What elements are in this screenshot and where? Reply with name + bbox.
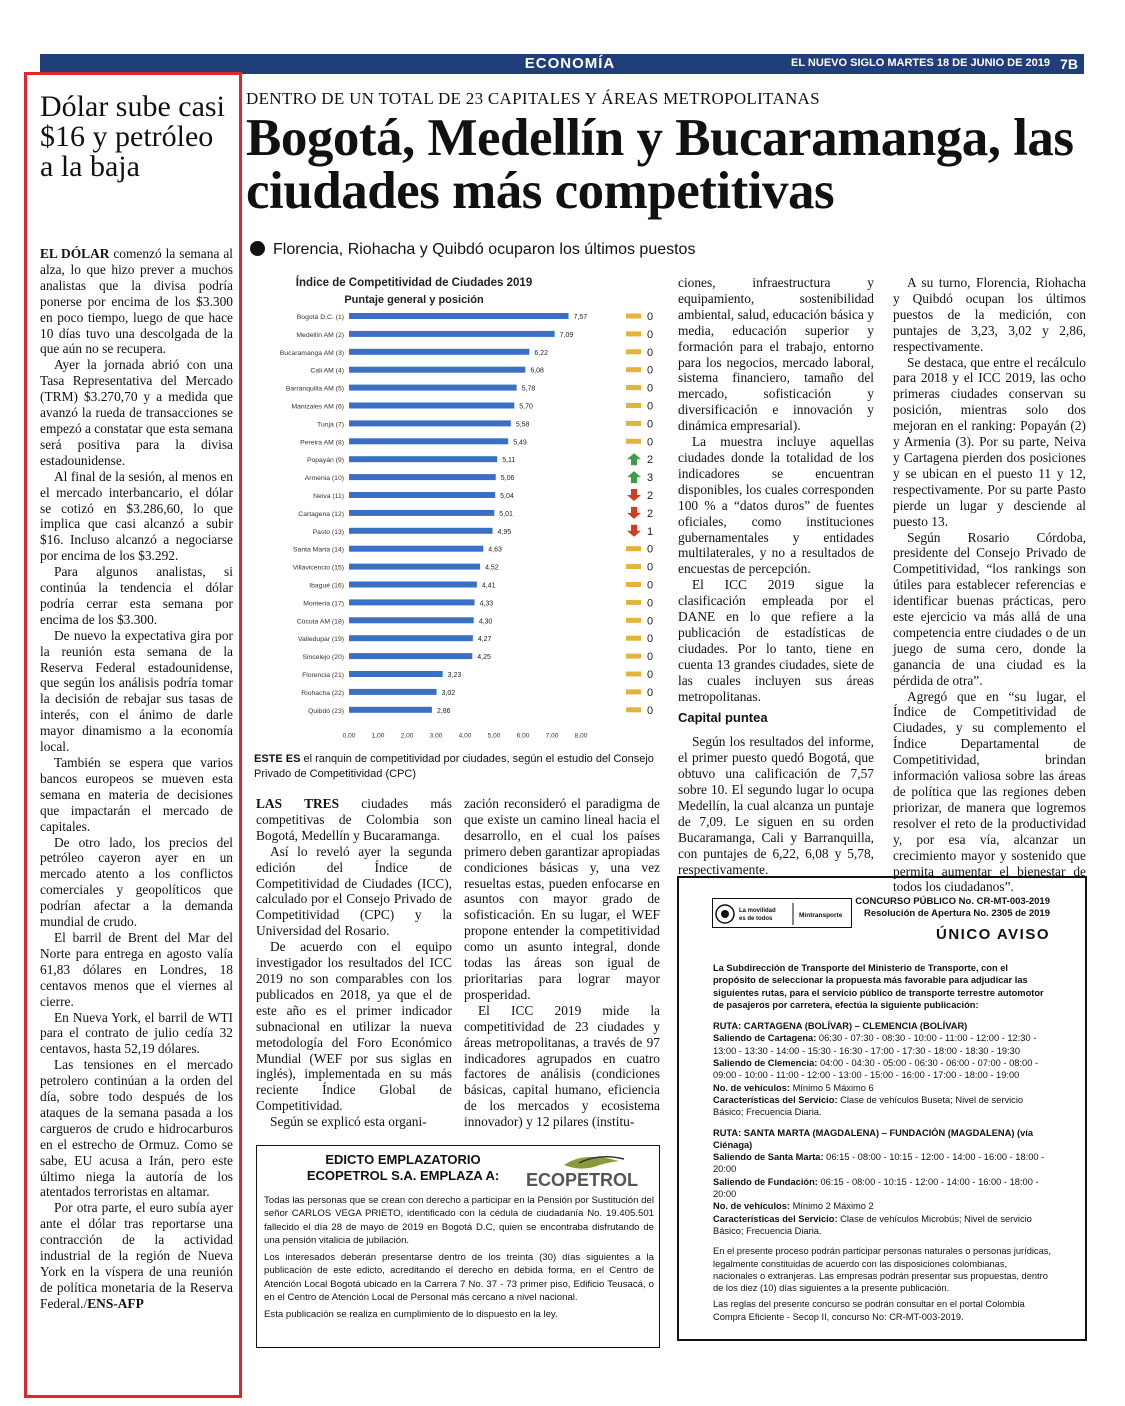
chart-bar: [349, 653, 472, 659]
value-label: 4,95: [497, 528, 512, 536]
paragraph: Las tensiones en el mercado petrolero continúan a la orden del día, sobre todo después de los ataques de la semana pasada a los cargueros de crudo e hidrocarburos en el estrecho de Ormuz. Como se sabe, EU acusa a Irán, pero este último niega la autoría de los atentados terroristas en altamar.: [40, 1057, 233, 1200]
x-tick-label: 2,00: [400, 732, 414, 740]
category-label: Pereira AM (8): [300, 439, 344, 447]
paragraph: De acuerdo con el equipo investigador los resultados del ICC 2019 no son comparables con los publicados en 2018, ya que el de este año es el primer indicador subnacional en utilizar la nueva metodología del Foro Económico Mundial (WEF por sus siglas en inglés), implementada en su más reciente Índice Global de Competitividad.: [256, 939, 452, 1114]
category-label: Tunja (7): [317, 421, 344, 429]
chart-caption: ESTE ES el ranquin de competitividad por ciudades, según el estudio del Consejo Privado de Competitividad (CPC): [254, 753, 654, 780]
no-change-icon: [626, 564, 641, 569]
aviso-body: La Subdirección de Transporte del Ministerio de Transporte, con el propósito de seleccionar la propuesta más favorable para adjudicar las siguientes rutas, para el servicio público de transporte terrestre automotor de pasajeros por carretera, efectúa la siguiente publicación: RUTA: CARTAGENA (BOLÍVAR) – CLEMENCIA (BOLÍVAR) Saliendo de Cartagena: 06:30 - 07:30 - 08:30 - 10:00 - 11:00 - 12:00 - 12:30 - 13:00 - 13:30 - 14:00 - 15:30 - 16:30 - 17:00 - 17:30 - 18:00 - 18:30 - 19:30 Saliendo de Clemencia: 04:00 - 04:30 - 05:00 - 06:30 - 06:00 - 07:00 - 08:00 - 09:00 - 10:00 - 11:00 - 12:00 - 13:00 - 15:00 - 16:00 - 17:00 - 18:00 - 19:00 No. de vehículos: Mínimo 5 Máximo 6 Características del Servicio: Clase de vehículos Buseta; Nivel de servicio Básico; Frecuencia Diaria. RUTA: SANTA MARTA (MAGDALENA) – FUNDACIÓN (MAGDALENA) (vía Ciénaga) Saliendo de Santa Marta: 06:15 - 08:00 - 10:15 - 12:00 - 14:00 - 16:00 - 18:00 - 20:00 Saliendo de Fundación: 06:15 - 08:00 - 10:15 - 12:00 - 14:00 - 16:00 - 18:00 - 20:00 No. de vehículos: Mínimo 2 Máximo 2 Características del Servicio: Clase de vehículos Microbús; Nivel de servicio Básico; Frecuencia Diaria. En el presente proceso podrán participar personas naturales o personas jurídicas, legalmente constituidas de acuerdo con las disposiciones colombianas, nacionales o extranjeras. Las empresas podrán presentar sus propuestas, dentro de los diez (10) días siguientes a la presente publicación. Las reglas del presente concurso se podrán consultar en el portal Colombia Compra Eficiente - Secop II, concurso No: CR-MT-003-2019.: [713, 963, 1051, 1322]
section-name: ECONOMÍA: [524, 55, 616, 72]
paragraph: zación reconsideró el paradigma de que existe un camino lineal hacia el desarrollo, en el cual los países primero deben garantizar apropiadas condiciones básicas y, una vez resueltas estas, pueden enfocarse en asuntos con mayor grado de sofisticación. En su lugar, el WEF propone entender la competitividad como un asunto integral, donde todas las áreas son igual de prioritarias para lograr mayor prosperidad.: [464, 796, 660, 1002]
chart-bar: [349, 349, 529, 355]
category-label: Florencia (21): [302, 672, 344, 679]
chart-bar: [349, 456, 497, 462]
position-change-label: 0: [647, 686, 654, 699]
position-change-label: 0: [647, 436, 654, 449]
position-change-label: 0: [647, 651, 654, 664]
page-number: 7B: [1060, 56, 1078, 72]
value-label: 4,33: [479, 600, 494, 608]
position-change-label: 0: [647, 704, 654, 717]
value-label: 5,58: [515, 421, 530, 429]
value-label: 7,57: [573, 314, 588, 321]
chart-bar: [349, 635, 473, 641]
value-label: 4,41: [481, 582, 496, 590]
subheadline: Florencia, Riohacha y Quibdó ocuparon los últimos puestos: [250, 241, 850, 259]
chart-title: Índice de Competitividad de Ciudades 2019: [295, 277, 533, 289]
chart-bar: [349, 564, 480, 570]
category-label: Bucaramanga AM (3): [279, 349, 344, 357]
value-label: 5,78: [521, 385, 536, 393]
svg-text:La movilidad: La movilidad: [739, 908, 776, 914]
category-label: Villavicencio (15): [292, 564, 344, 572]
edicto-body: Todas las personas que se crean con derecho a participar en la Pensión por Sustitución del señor CARLOS VEGA PRIETO, identificado con la cédula de ciudadanía No. 19.405.501 fallecido el día 28 de mayo de 2019 en Bogotá D.C, quien se encontraba disfrutando de una pensión vitalicia de jubilación. Los interesados deberán presentarse dentro de los treinta (30) días siguientes a la publicación de este edicto, acreditando el derecho en debida forma, en el Centro de Atención Local Bogotá ubicado en la Carrera 7 No. 37 - 73 primer piso, Edificio Teusacá, o en el Centro de Atención Local de Personal más cercano a nivel nacional. Esta publicación se realiza en cumplimiento de lo dispuesto en la ley.: [264, 1195, 654, 1321]
category-label: Cali AM (4): [310, 367, 344, 375]
no-change-icon: [626, 707, 641, 712]
chart-bar: [349, 492, 495, 498]
position-change-label: 0: [647, 561, 654, 574]
chart-bar: [349, 474, 496, 480]
paragraph: La muestra incluye aquellas ciudades donde la totalidad de los indicadores se encuentran disponibles, los cuales corresponden 100 % a “datos duros” de fuentes oficiales, como instituciones gubernamentales y entidades multilaterales, y no a resultados de encuestas de percepción.: [678, 434, 874, 577]
position-change-label: 0: [647, 633, 654, 646]
mintransporte-logo: [712, 898, 852, 928]
left-article-body: [40, 246, 233, 1312]
competitiveness-chart: [254, 272, 664, 752]
category-label: Neiva (11): [313, 493, 344, 500]
paragraph: Según los resultados del informe, el primer puesto quedó Bogotá, que obtuvo una calificación de 7,57 sobre 10. El segundo lugar lo ocupa Medellín, la cual alcanza un puntaje de 7,09. Le siguen en su orden Bucaramanga, Cali y Barranquilla, con puntajes de 6,22, 6,08 y 5,78, respectivamente.: [678, 734, 874, 877]
position-change-label: 0: [647, 400, 654, 413]
chart-bar: [349, 313, 569, 319]
aviso-reference: CONCURSO PÚBLICO No. CR-MT-003-2019 Resolución de Apertura No. 2305 de 2019: [855, 896, 1050, 919]
position-change-label: 0: [647, 579, 654, 592]
paragraph: Para algunos analistas, si continúa la tendencia el dólar podría cerrar esta semana por encima de los $3.300.: [40, 564, 233, 627]
value-label: 4,27: [477, 636, 492, 644]
no-change-icon: [626, 421, 641, 426]
paragraph: Se destaca, que entre el recálculo para 2018 y el ICC 2019, las ocho primeras ciudades conservan su posición, mientras solo dos mejoran en el ranking: Popayán (2) y Armenia (3). Por su parte, Neiva y Cartagena pierden dos posiciones y se ubican en el puesto 11 y 12, respectivamente. Por su parte Pasto pierde un lugar y desciende al puesto 13.: [893, 354, 1086, 529]
svg-text:ECOPETROL: ECOPETROL: [526, 1170, 639, 1190]
category-label: Quibdó (23): [308, 707, 344, 715]
article-column-1: [256, 796, 452, 1130]
no-change-icon: [626, 654, 641, 659]
paragraph: Así lo reveló ayer la segunda edición del Índice de Competitividad de Ciudades (ICC), calculado por el Consejo Privado de Competitividad (CPC) y la Universidad del Rosario.: [256, 843, 452, 939]
value-label: 4,25: [477, 654, 491, 662]
svg-text:Mintransporte: Mintransporte: [799, 912, 843, 919]
paragraph: Por otra parte, el euro subía ayer ante el dólar tras reportarse una contracción de la actividad industrial de la región de Nueva York en la víspera de una reunión de política monetaria de la Reserva Federal./ENS-AFP: [40, 1200, 233, 1311]
category-label: Medellín AM (2): [296, 331, 344, 339]
no-change-icon: [626, 672, 641, 677]
paragraph: En Nueva York, el barril de WTI para el contrato de julio cedía 32 centavos, hasta 52,19 dólares.: [40, 1009, 233, 1057]
article-column-4: [893, 275, 1086, 895]
down-arrow-icon: [627, 525, 641, 537]
no-change-icon: [626, 331, 641, 336]
down-arrow-icon: [627, 489, 641, 501]
paragraph: El barril de Brent del Mar del Norte para entrega en agosto valía 61,83 dólares en Londres, 18 centavos menos que el viernes al cierre.: [40, 929, 233, 1009]
position-change-label: 0: [647, 311, 654, 323]
kicker: DENTRO DE UN TOTAL DE 23 CAPITALES Y ÁREAS METROPOLITANAS: [246, 89, 820, 108]
chart-bar: [349, 403, 514, 409]
chart-bar: [349, 385, 517, 391]
value-label: 5,11: [502, 457, 516, 465]
position-change-label: 2: [647, 454, 654, 467]
position-change-label: 0: [647, 328, 654, 341]
aviso-title: ÚNICO AVISO: [935, 926, 1050, 943]
byline: ENS-AFP: [87, 1295, 144, 1311]
paragraph: Al final de la sesión, al menos en el mercado interbancario, el dólar se cotizó en $3.286,60, lo que implica que casi alcanzó a subir $16. Incluso alcanzó a negociarse por encima de los $3.292.: [40, 468, 233, 564]
main-headline: Bogotá, Medellín y Bucaramanga, las ciudades más competitivas: [246, 109, 1074, 220]
no-change-icon: [626, 546, 641, 551]
bullet-icon: [250, 241, 265, 256]
paragraph: A su turno, Florencia, Riohacha y Quibdó ocupan los últimos puestos de la medición, con puntajes de 3,23, 3,02 y 2,86, respectivamente.: [893, 275, 1086, 354]
chart-bar: [349, 617, 474, 623]
position-change-label: 0: [647, 346, 654, 359]
category-label: Montería (17): [303, 600, 344, 608]
x-tick-label: 0,00: [342, 732, 356, 740]
no-change-icon: [626, 385, 641, 390]
position-change-label: 0: [647, 364, 654, 377]
x-tick-label: 4,00: [458, 732, 472, 740]
value-label: 6,22: [534, 349, 549, 357]
no-change-icon: [626, 439, 641, 444]
value-label: 4,63: [488, 546, 502, 554]
down-arrow-icon: [627, 507, 641, 519]
position-change-label: 0: [647, 615, 654, 628]
chart-bar: [349, 671, 443, 677]
paragraph: Según se explicó esta organi-: [270, 1114, 427, 1130]
chart-subtitle: Puntaje general y posición: [344, 294, 484, 306]
no-change-icon: [626, 636, 641, 641]
position-change-label: 3: [647, 472, 654, 485]
paragraph: El ICC 2019 mide la competitividad de 23 ciudades y áreas metropolitanas, a través de 97 indicadores agrupados en cuatro factores de análisis (condiciones básicas, capital humano, eficiencia de los mercados y ecosistema innovador) y 12 pilares (institu-: [464, 1002, 660, 1130]
position-change-label: 0: [647, 543, 654, 556]
article-column-2: [464, 796, 660, 1130]
no-change-icon: [626, 367, 641, 372]
paragraph: EL DÓLAR comenzó la semana al alza, lo que hizo prever a muchos analistas que la divisa podría ponerse por encima de los $3.300 en poco tiempo, luego de que hace 10 días tuvo una descolgada de la que aún no se recupera.: [40, 246, 233, 357]
no-change-icon: [626, 600, 641, 605]
category-label: Cúcuta AM (18): [296, 618, 344, 626]
position-change-label: 2: [647, 490, 654, 502]
position-change-label: 0: [647, 418, 654, 431]
no-change-icon: [626, 582, 641, 587]
no-change-icon: [626, 314, 641, 319]
value-label: 4,30: [478, 618, 493, 626]
chart-bar: [349, 438, 508, 444]
lead-word: EL DÓLAR: [40, 246, 110, 261]
position-change-label: 0: [647, 382, 654, 395]
category-label: Pasto (13): [312, 528, 344, 536]
chart-svg: [254, 272, 664, 752]
x-tick-label: 3,00: [429, 732, 443, 740]
value-label: 5,06: [500, 475, 515, 483]
category-label: Bogotá D.C. (1): [296, 314, 344, 321]
lead-word: LAS TRES: [256, 796, 340, 811]
ecopetrol-logo: [524, 1153, 654, 1193]
x-tick-label: 6,00: [516, 732, 530, 740]
category-label: Ibagué (16): [309, 582, 344, 590]
position-change-label: 0: [647, 597, 654, 610]
up-arrow-icon: [627, 453, 641, 465]
value-label: 7,09: [559, 331, 574, 339]
paragraph: También se espera que varios bancos europeos se mueven esta semana en materia de decisiones que impactarán el mercado de capitales.: [40, 755, 233, 834]
x-tick-label: 5,00: [487, 732, 501, 740]
value-label: 3,23: [447, 672, 462, 679]
masthead-date: EL NUEVO SIGLO MARTES 18 DE JUNIO DE 2019: [791, 57, 1050, 69]
chart-bar: [349, 546, 483, 552]
value-label: 6,08: [530, 367, 544, 375]
left-article-headline: Dólar sube casi $16 y petróleo a la baja: [40, 90, 225, 183]
position-change-label: 0: [647, 669, 654, 681]
position-change-label: 2: [647, 507, 654, 520]
no-change-icon: [626, 689, 641, 694]
category-label: Cartagena (12): [298, 510, 344, 518]
chart-bar: [349, 707, 432, 713]
value-label: 5,70: [519, 403, 533, 411]
value-label: 3,02: [441, 689, 456, 697]
chart-bar: [349, 510, 494, 516]
paragraph: LAS TRES ciudades más competitivas de Colombia son Bogotá, Medellín y Bucaramanga.: [256, 796, 452, 843]
value-label: 5,49: [513, 439, 527, 447]
svg-text:es de todos: es de todos: [739, 916, 773, 922]
chart-bar: [349, 599, 475, 605]
category-label: Valledupar (19): [298, 636, 344, 644]
category-label: Barranquilla AM (5): [285, 385, 344, 393]
no-change-icon: [626, 349, 641, 354]
value-label: 2,86: [436, 707, 451, 715]
paragraph: Según Rosario Córdoba, presidente del Consejo Privado de Competitividad, “los rankings son útiles para establecer referencias e identificar buenas prácticas, pero este ejercicio va más allá de una competencia entre ciudades o de un juego de suma cero, donde la ganancia de una ciudad es la pérdida de otra”.: [893, 529, 1086, 688]
article-column-3: [678, 275, 874, 878]
category-label: Riohacha (22): [301, 689, 344, 697]
paragraph: De nuevo la expectativa gira por la reunión esta semana de la Reserva Federal estadounidense, que según los análisis podría tomar la decisión de rebajar sus tasas de interés, con el ánimo de darle mayor dinamismo a la economía local.: [40, 627, 233, 755]
chart-bar: [349, 582, 477, 588]
paragraph: De otro lado, los precios del petróleo cayeron ayer en un mercado atento a los conflictos comerciales y geopolíticos que podrían afectar a la demanda mundial de crudo.: [40, 834, 233, 930]
chart-bar: [349, 420, 511, 426]
chart-bar: [349, 331, 555, 337]
value-label: 4,52: [485, 564, 499, 572]
paragraph: Agregó que en “su lugar, el Índice de Competitividad de Ciudades, y su complemento el Índice Departamental de Competitividad, brindan información valiosa sobre las áreas de política que las regiones deben priorizar, de manera que logremos resolver el reto de la productividad y, por esa vía, alcanzar un crecimiento mayor y sostenido que permita aumentar el bienestar de todos los ciudadanos”.: [893, 688, 1086, 895]
x-tick-label: 1,00: [371, 732, 385, 740]
category-label: Santa Marta (14): [293, 546, 344, 554]
paragraph: Ayer la jornada abrió con una Tasa Representativa del Mercado (TRM) $3.270,70 y a medida que avanzó la rueda de transacciones se empezó a constatar que esta semana será positiva para la divisa estadounidense.: [40, 357, 233, 468]
edicto-title: EDICTO EMPLAZATORIO ECOPETROL S.A. EMPLAZA A:: [306, 1152, 500, 1183]
section-subtitle: Capital puntea: [678, 710, 768, 726]
chart-bar: [349, 528, 493, 534]
position-change-label: 1: [647, 525, 654, 538]
value-label: 5,04: [500, 493, 514, 500]
category-label: Manizales AM (6): [291, 403, 344, 411]
paragraph: El ICC 2019 sigue la clasificación empleada por el DANE en lo que refiere a la publicación de estadísticas de ciudades. Por lo tanto, tiene en cuenta 13 grandes ciudades, siete de las cuales incluyen sus áreas metropolitanas.: [678, 577, 874, 704]
x-tick-label: 8,00: [574, 732, 588, 740]
category-label: Sincelejo (20): [302, 654, 344, 662]
x-tick-label: 7,00: [545, 732, 559, 740]
no-change-icon: [626, 618, 641, 623]
category-label: Popayán (9): [306, 457, 344, 465]
chart-bar: [349, 689, 437, 695]
paragraph: ciones, infraestructura y equipamiento, sostenibilidad ambiental, salud, educación básica y media, educación superior y formación para el trabajo, entorno para los negocios, mercado laboral, sistema financiero, tamaño del mercado, sofisticación y diversificación e innovación y dinámica empresarial).: [678, 275, 874, 434]
up-arrow-icon: [627, 471, 641, 483]
no-change-icon: [626, 403, 641, 408]
category-label: Armenia (10): [304, 475, 344, 483]
chart-bar: [349, 367, 525, 373]
value-label: 5,01: [499, 510, 513, 518]
